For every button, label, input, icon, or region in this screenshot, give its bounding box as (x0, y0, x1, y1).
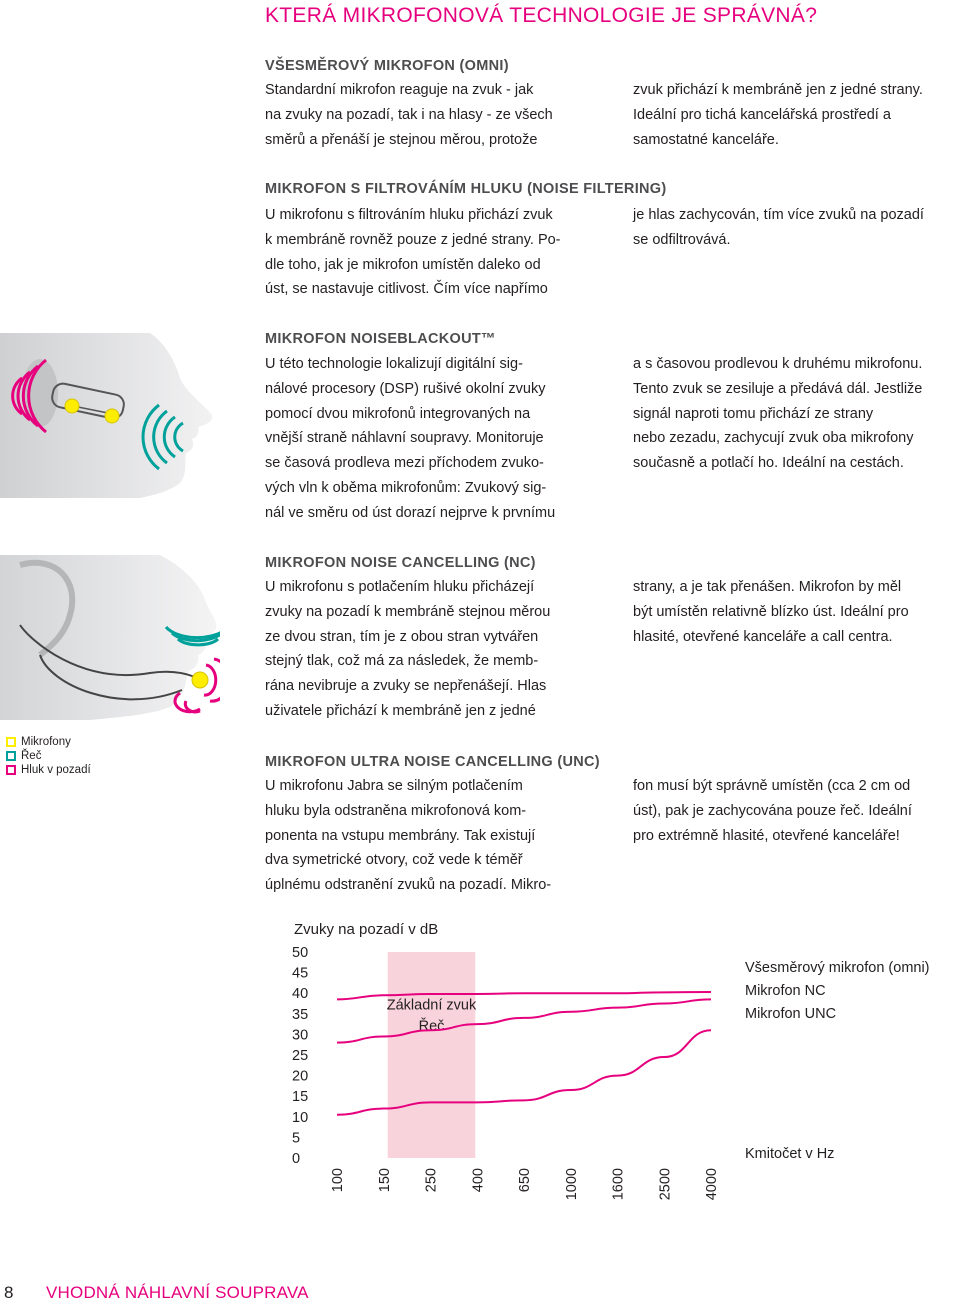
chart-title: Zvuky na pozadí v dB (294, 921, 439, 938)
y-tick-label: 40 (292, 986, 309, 1003)
section-unc-left: U mikrofonu Jabra se silným potlačením hluku byla odstraněna mikrofonová kom- ponenta na vstupu membrány. Tak existují dva symetrické otvory, což vede k téměř úplnému odstranění zvuků na pozadí. Mikro- (265, 778, 552, 894)
y-tick-label: 30 (292, 1027, 309, 1044)
x-tick-label: 2500 (657, 1168, 674, 1201)
section-noiseblackout-right: a s časovou prodlevou k druhému mikrofonu. Tento zvuk se zesiluje a předává dál. Jestliže signál naproti tomu přichází ze strany nebo zezadu, zachycují zvuk oba mikrofony současně a potlačí ho. Ideální na cestách. (633, 356, 923, 472)
microphone-swatch-icon (6, 737, 16, 747)
section-noiseblackout-left: U této technologie lokalizují digitální sig- nálové procesory (DSP) rušivé okolní zvuky pomocí dvou mikrofonů integrovaných na vnější straně náhlavní soupravy. Monitoruje se časová prodleva mezi příchodem zvuko- vých vln k oběma mikrofonům: Zvukový sig- nál ve směru od úst dorazí nejprve k prvnímu (265, 356, 556, 521)
illustration-legend (6, 735, 91, 777)
section-omni-right: zvuk přichází k membráně jen z jedné strany. Ideální pro tichá kancelářská prostředí a samostatné kanceláře. (633, 82, 923, 148)
section-nc-left: U mikrofonu s potlačením hluku přicházejí zvuky na pozadí k membráně stejnou měrou ze dvou stran, tím je z obou stran vytvářen stejný tlak, což má za následek, že memb- rána nevibruje a zvuky se nepřenášejí. Hlas uživatele přichází k membráně jen z jedné (265, 579, 551, 719)
section-heading-noiseblackout: MIKROFON NOISEBLACKOUT™ (265, 331, 496, 347)
microphone-1-icon (65, 399, 79, 413)
band-label-line-1: Základní zvuk (386, 997, 477, 1014)
legend-label-2: Mikrofon NC (745, 983, 826, 999)
y-tick-label: 35 (292, 1006, 309, 1023)
legend (745, 960, 930, 1022)
y-axis-ticks (292, 945, 308, 1167)
nc-illustration (0, 555, 220, 725)
band-label-line-2: Řeč (418, 1018, 445, 1035)
y-tick-label: 5 (292, 1130, 301, 1147)
page-title: KTERÁ MIKROFONOVÁ TECHNOLOGIE JE SPRÁVNÁ? (265, 4, 818, 27)
y-tick-label: 0 (292, 1151, 301, 1167)
y-tick-label: 50 (292, 945, 309, 961)
speech-swatch-icon (6, 751, 16, 761)
x-tick-label: 650 (517, 1168, 533, 1193)
x-tick-label: 150 (376, 1168, 393, 1193)
section-heading-noise-filtering: MIKROFON S FILTROVÁNÍM HLUKU (NOISE FILTERING) (265, 181, 667, 197)
speech-band (388, 952, 476, 1158)
legend-label-3: Mikrofon UNC (745, 1006, 837, 1022)
y-tick-label: 20 (292, 1068, 309, 1085)
x-tick-label: 4000 (704, 1168, 720, 1201)
x-tick-label: 100 (330, 1168, 346, 1193)
section-heading-unc: MIKROFON ULTRA NOISE CANCELLING (UNC) (265, 754, 600, 770)
y-tick-label: 25 (292, 1048, 309, 1064)
footer-label: VHODNÁ NÁHLAVNÍ SOUPRAVA (46, 1283, 309, 1302)
section-unc-right: fon musí být správně umístěn (cca 2 cm od úst), pak je zachycována pouze řeč. Ideální pro extrémně hlasité, otevřené kanceláře! (633, 778, 912, 844)
legend-item-speech: Řeč (6, 749, 91, 763)
background-noise-chart (280, 910, 960, 1210)
legend-label-1: Všesměrový mikrofon (omni) (745, 960, 930, 976)
legend-item-microphones: Mikrofony (6, 735, 91, 749)
noiseblackout-illustration (0, 333, 215, 498)
section-noise-filtering-left: U mikrofonu s filtrováním hluku přichází zvuk k membráně rovněž pouze z jedné strany. Po- dle toho, jak je mikrofon umístěn daleko od úst, se nastavuje citlivost. Čím více napřímo (265, 207, 561, 298)
y-tick-label: 45 (292, 965, 309, 982)
legend-item-background-noise: Hluk v pozadí (6, 763, 91, 777)
y-tick-label: 10 (292, 1109, 309, 1126)
x-axis-label: Kmitočet v Hz (745, 1146, 835, 1162)
x-tick-label: 250 (423, 1168, 440, 1193)
section-heading-omni: VŠESMĚROVÝ MIKROFON (OMNI) (265, 58, 509, 74)
noise-swatch-icon (6, 765, 16, 775)
section-omni-left: Standardní mikrofon reaguje na zvuk - jak na zvuky na pozadí, tak i na hlasy - ze všech směrů a přenáší je stejnou měrou, protože (265, 82, 553, 148)
section-nc-right: strany, a je tak přenášen. Mikrofon by měl být umístěn relativně blízko úst. Ideální pro hlasité, otevřené kanceláře a call centra. (633, 579, 909, 645)
x-tick-label: 1000 (563, 1168, 580, 1201)
y-tick-label: 15 (292, 1089, 309, 1106)
x-tick-label: 400 (470, 1168, 487, 1193)
x-axis-ticks (330, 1168, 720, 1200)
section-heading-nc: MIKROFON NOISE CANCELLING (NC) (265, 555, 536, 571)
section-noise-filtering-right: je hlas zachycován, tím více zvuků na pozadí se odfiltrovává. (633, 207, 924, 248)
microphone-2-icon (105, 409, 119, 423)
x-tick-label: 1600 (610, 1168, 627, 1201)
microphone-icon (192, 672, 208, 688)
page-number: 8 (4, 1283, 14, 1302)
